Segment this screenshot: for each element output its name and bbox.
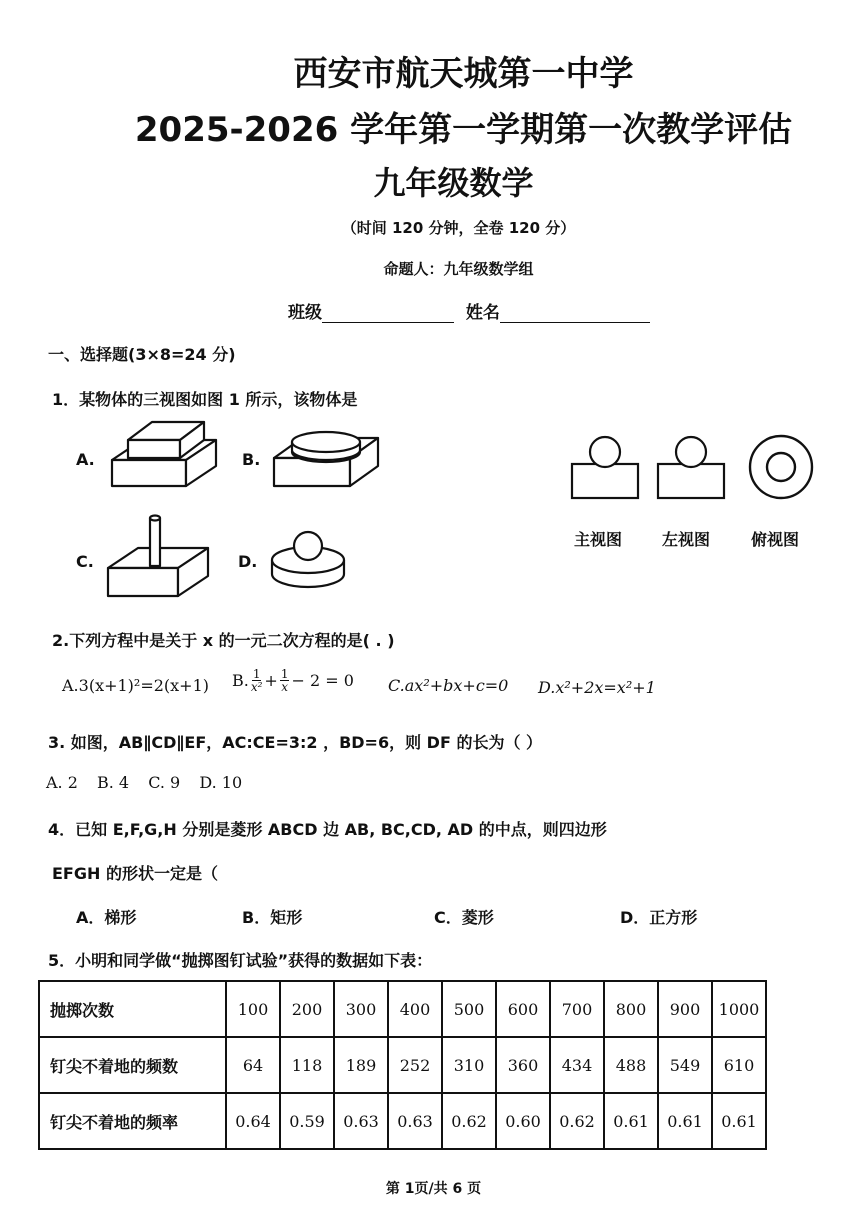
table-cell: 610 xyxy=(712,1037,766,1093)
q1-option-b-label: B. xyxy=(242,450,261,469)
q4-option-d: D．正方形 xyxy=(620,908,698,927)
q3-option-c: C. 9 xyxy=(148,773,181,792)
table-cell: 488 xyxy=(604,1037,658,1093)
table-cell: 0.62 xyxy=(550,1093,604,1149)
q4-option-b: B．矩形 xyxy=(242,908,303,927)
table-cell: 300 xyxy=(334,981,388,1037)
table-cell: 500 xyxy=(442,981,496,1037)
author-info: 命题人：九年级数学组 xyxy=(383,260,534,278)
table-cell: 0.60 xyxy=(496,1093,550,1149)
table-cell: 0.63 xyxy=(334,1093,388,1149)
q1-option-b-figure xyxy=(268,422,382,494)
q1-option-a-label: A. xyxy=(76,450,95,469)
q4-stem-continued: EFGH 的形状一定是（ xyxy=(52,864,218,883)
table-cell: 0.64 xyxy=(226,1093,280,1149)
table-cell: 1000 xyxy=(712,981,766,1037)
table-cell: 800 xyxy=(604,981,658,1037)
q1-option-d-figure xyxy=(266,524,350,594)
page-number: 第 1页/共 6 页 xyxy=(385,1181,482,1197)
table-cell: 0.61 xyxy=(604,1093,658,1149)
time-info: （时间 120 分钟，全卷 120 分） xyxy=(341,219,576,237)
q3-option-b: B. 4 xyxy=(97,773,130,792)
table-cell: 100 xyxy=(226,981,280,1037)
table-cell: 118 xyxy=(280,1037,334,1093)
q3-options xyxy=(46,773,242,792)
row-header-rate: 钉尖不着地的频率 xyxy=(39,1093,226,1149)
q2-option-b-fraction1: 1 x² xyxy=(250,667,263,694)
top-view-figure xyxy=(746,432,816,502)
class-label: 班级 xyxy=(288,303,322,323)
table-cell: 310 xyxy=(442,1037,496,1093)
q4-stem: 4．已知 E,F,G,H 分别是菱形 ABCD 边 AB, BC,CD, AD 的中点，则四边形 xyxy=(48,820,607,839)
subject-title: 九年级数学 xyxy=(373,164,534,202)
q1-option-a-figure xyxy=(104,418,222,496)
q1-option-c-figure xyxy=(104,512,212,604)
table-row xyxy=(39,1093,766,1149)
table-cell: 252 xyxy=(388,1037,442,1093)
q1-stem: 1．某物体的三视图如图 1 所示，该物体是 xyxy=(52,390,358,409)
name-field[interactable] xyxy=(500,304,650,323)
q1-option-c-label: C. xyxy=(76,552,94,571)
table-cell: 434 xyxy=(550,1037,604,1093)
q2-option-b: B. 1 x² + $\frac{1}{x}$ − 2 = 0 xyxy=(232,667,354,694)
class-field[interactable] xyxy=(322,304,454,323)
q3-stem: 3. 如图，AB∥CD∥EF，AC:CE=3:2 ，BD=6，则 DF 的长为（ ） xyxy=(48,733,543,752)
table-cell: 0.62 xyxy=(442,1093,496,1149)
q2-option-d: D.x²+2x=x²+1 xyxy=(538,678,656,697)
table-cell: 549 xyxy=(658,1037,712,1093)
q4-option-a: A．梯形 xyxy=(76,908,137,927)
front-view-figure xyxy=(570,434,642,502)
q2-option-b-fraction2: $\frac{1}{x}$ xyxy=(280,667,289,694)
exam-title: 2025-2026 学年第一学期第一次教学评估 xyxy=(134,110,793,150)
table-cell: 360 xyxy=(496,1037,550,1093)
top-view-label: 俯视图 xyxy=(751,530,800,549)
table-row xyxy=(39,1037,766,1093)
q3-option-a: A. 2 xyxy=(46,773,78,792)
table-cell: 600 xyxy=(496,981,550,1037)
row-header-throws: 抛掷次数 xyxy=(39,981,226,1037)
section-title: 一、选择题(3×8=24 分) xyxy=(48,345,236,364)
table-cell: 400 xyxy=(388,981,442,1037)
table-row xyxy=(39,981,766,1037)
table-cell: 900 xyxy=(658,981,712,1037)
q5-stem: 5．小明和同学做“抛掷图钉试验”获得的数据如下表： xyxy=(48,951,433,970)
q5-data-table xyxy=(38,980,767,1150)
side-view-figure xyxy=(656,434,728,502)
table-cell: 64 xyxy=(226,1037,280,1093)
front-view-label: 主视图 xyxy=(574,530,623,549)
table-cell: 0.63 xyxy=(388,1093,442,1149)
table-cell: 0.61 xyxy=(658,1093,712,1149)
side-view-label: 左视图 xyxy=(662,530,711,549)
table-cell: 0.59 xyxy=(280,1093,334,1149)
row-header-frequency: 钉尖不着地的频数 xyxy=(39,1037,226,1093)
q2-option-a: A.3(x+1)²=2(x+1) xyxy=(62,676,210,695)
q2-option-c: C.ax²+bx+c=0 xyxy=(388,676,509,695)
table-cell: 200 xyxy=(280,981,334,1037)
name-label: 姓名 xyxy=(465,303,500,323)
q2-option-b-suffix: − 2 = 0 xyxy=(291,671,354,690)
student-fields xyxy=(288,298,656,323)
table-cell: 700 xyxy=(550,981,604,1037)
q2-option-b-prefix: B. xyxy=(232,671,249,690)
table-cell: 0.61 xyxy=(712,1093,766,1149)
q1-option-d-label: D. xyxy=(238,552,258,571)
q2-stem: 2.下列方程中是关于 x 的一元二次方程的是( . ) xyxy=(52,631,395,650)
school-name: 西安市航天城第一中学 xyxy=(293,54,634,94)
q3-option-d: D. 10 xyxy=(199,773,243,792)
table-cell: 189 xyxy=(334,1037,388,1093)
q4-option-c: C．菱形 xyxy=(434,908,494,927)
